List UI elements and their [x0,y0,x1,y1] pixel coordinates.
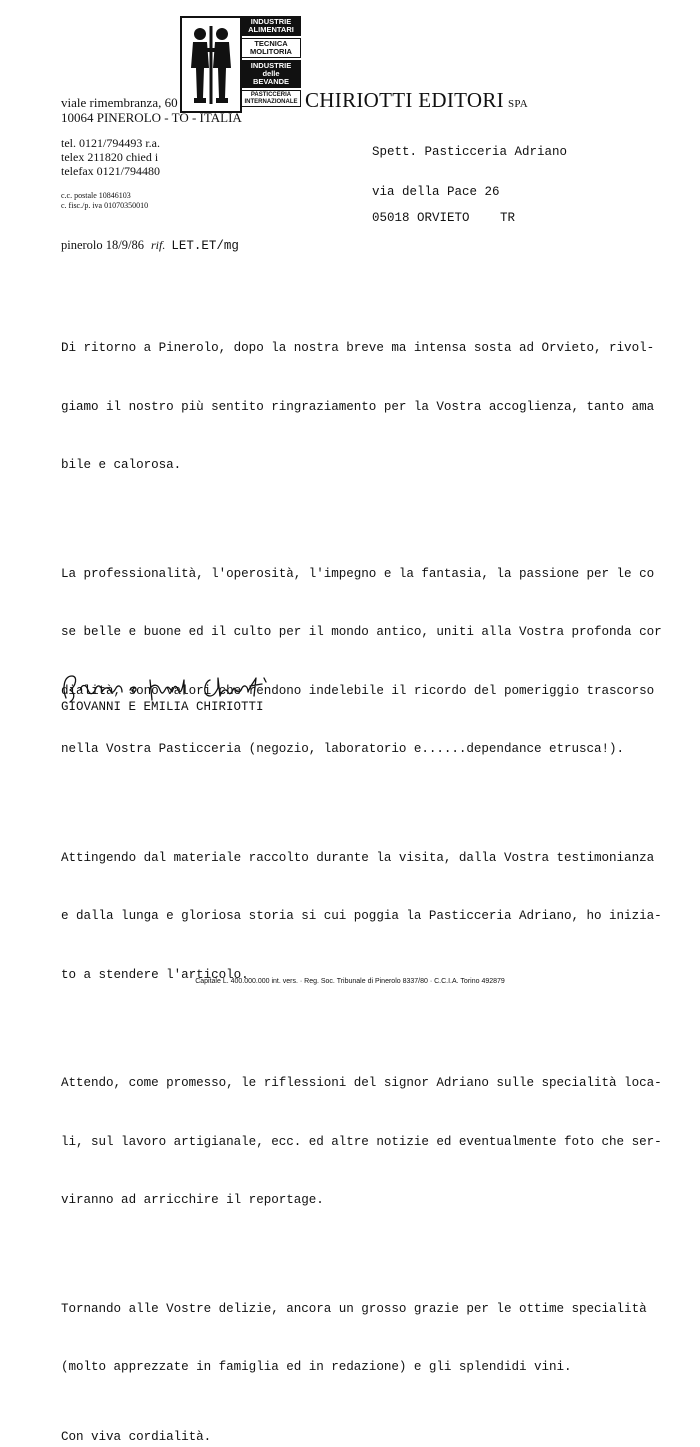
brand-industrie-alimentari: INDUSTRIE ALIMENTARI [241,16,301,36]
paragraph-4 [61,1035,662,1250]
paragraph-2 [61,526,662,799]
phone-number: tel. 0121/794493 r.a. [61,136,160,151]
paragraph-1 [61,300,662,515]
text-line: giamo il nostro più sentito ringraziamento per la Vostra accoglienza, tanto ama [61,398,662,418]
company-name-text: CHIRIOTTI EDITORI [305,88,504,112]
date-reference-line [61,236,239,254]
text-line: (molto apprezzate in famiglia ed in redazione) e gli splendidi vini. [61,1358,662,1378]
telex-number: telex 211820 chied i [61,150,158,165]
address-line-city: 10064 PINEROLO - TO - ITALIA [61,110,242,125]
legal-footer: Capitale L. 400.000.000 int. vers. · Reg. Soc. Tribunale di Pinerolo 8337/80 · C.C.I.A. Torino 492879 [0,978,700,985]
text-line: dialità, sono valori che rendono indelebile il ricordo del pomeriggio trascorso [61,682,662,702]
text-line: Tornando alle Vostre delizie, ancora un grosso grazie per le ottime specialità [61,1300,662,1320]
text-line: Attingendo dal materiale raccolto durante la visita, dalla Vostra testimonianza [61,849,662,869]
recipient-city: 05018 ORVIETO [372,211,470,225]
brand-pasticceria-internazionale: PASTICCERIA INTERNAZIONALE [241,90,301,107]
text-line: viranno ad arricchire il reportage. [61,1191,662,1211]
company-name [305,88,528,113]
company-suffix: SPA [508,98,528,110]
text-line: se belle e buone ed il culto per il mondo antico, uniti alla Vostra profonda cor [61,623,662,643]
text-line: Di ritorno a Pinerolo, dopo la nostra breve ma intensa sosta ad Orvieto, rivol- [61,339,662,359]
postal-account: c.c. postale 10846103 [61,191,131,201]
logo-figures [180,16,242,113]
recipient-street: via della Pace 26 [372,185,500,199]
brand-tecnica-molitoria: TECNICA MOLITORIA [241,38,301,58]
text-line: La professionalità, l'operosità, l'impegno e la fantasia, la passione per le co [61,565,662,585]
signatory-name: GIOVANNI E EMILIA CHIRIOTTI [61,700,264,714]
paragraph-3 [61,810,662,1025]
fax-number: telefax 0121/794480 [61,164,160,179]
text-line: li, sul lavoro artigianale, ecc. ed altre notizie ed eventualmente foto che ser- [61,1133,662,1153]
letter-body [61,300,662,1447]
text-line: nella Vostra Pasticceria (negozio, laboratorio e......dependance etrusca!). [61,740,662,760]
place-date: pinerolo 18/9/86 [61,238,144,252]
address-line-street: viale rimembranza, 60 [61,95,178,110]
text-line: to a stendere l'articolo. [61,966,662,986]
text-line: bile e calorosa. [61,456,662,476]
reference-label: rif. [151,238,165,252]
text-line: e dalla lunga e gloriosa storia si cui poggia la Pasticceria Adriano, ho inizia- [61,907,662,927]
reference-code: LET.ET/mg [171,239,239,253]
recipient-name: Spett. Pasticceria Adriano [372,145,567,159]
recipient-province: TR [500,211,515,225]
paragraph-5 [61,1261,662,1417]
text-line: Attendo, come promesso, le riflessioni del signor Adriano sulle specialità loca- [61,1074,662,1094]
brand-industrie-bevande: INDUSTRIE delle BEVANDE [241,60,301,88]
brand-list [241,16,301,109]
logo-figures-graphic [182,18,240,111]
closing-line: Con viva cordialità. [61,1428,662,1447]
tax-code: c. fisc./p. iva 01070350010 [61,201,148,211]
